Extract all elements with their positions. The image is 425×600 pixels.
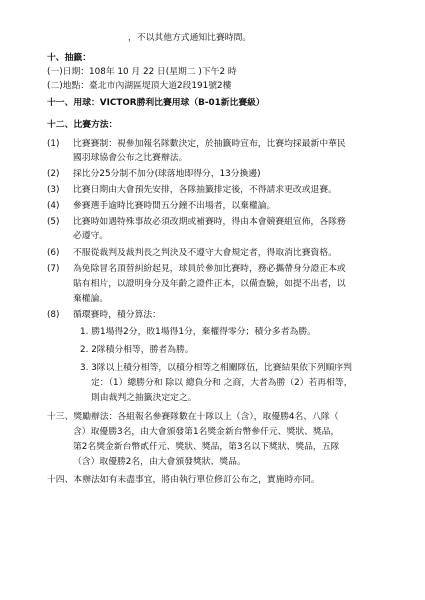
method-item-line: 參賽選手逾時比賽時間五分鐘不出場者，以棄權論。 (73, 201, 276, 211)
intro-line: ，不以其他方式通知比賽時間。 (128, 33, 252, 43)
method-item-number: (1) (47, 139, 60, 149)
method-item-line: 不服從裁判及裁判長之判決及不遵守大會規定者，得取消比賽資格。 (73, 248, 337, 258)
method-item-number: (7) (47, 264, 60, 274)
method-item-line: 為免除冒名頂替糾紛起見，球員於參加比賽時，務必攜帶身分證正本或 (73, 264, 346, 274)
scoring-rule-line: 定：（1）總勝分和 除以 總負分和 之商，大者為勝（2）若再相等， (91, 378, 353, 388)
scoring-rule-line: 2. 2隊積分相等，勝者為勝。 (80, 345, 194, 355)
awards-line: 第2名獎金新台幣貳仟元、獎狀、獎品，第3名以下獎狀、獎品，五隊 (73, 442, 340, 452)
awards-line: 含）取優勝3名，由大會頒發第1名獎金新台幣參仟元、獎狀、獎品， (73, 427, 340, 437)
method-item-line: 比賽日期由大會預先安排，各隊抽籤排定後，不得請求更改或退賽。 (73, 185, 337, 195)
method-item-line: 比賽賽制：視參加報名隊數決定，於抽籤時宣布，比賽均採最新中華民 (73, 139, 346, 149)
method-item-number: (6) (47, 248, 60, 258)
ball-heading: 十一、用球：VICTOR勝利比賽用球（B-01新比賽級） (47, 98, 265, 108)
method-item-number: (3) (47, 185, 60, 195)
scoring-rule-line: 3. 3隊以上積分相等，以積分相等之相關隊伍，比賽結果依下列順序判 (80, 363, 352, 373)
awards-line: 十三、獎勵辦法：各組報名參賽隊數在十隊以上（含），取優勝4名、八隊（ (47, 412, 339, 422)
draw-date: (一)日期：108年 10 月 22 日(星期二 )下午2 時 (47, 67, 237, 77)
scoring-rule-line: 1. 勝1場得2分，敗1場得1分，棄權得零分；積分多者為勝。 (80, 327, 316, 337)
method-item-line: 循環賽時，積分算法： (73, 310, 161, 320)
method-item-line: 棄權論。 (73, 294, 109, 304)
method-item-number: (5) (47, 217, 60, 227)
closing-line: 十四、本辦法如有未盡事宜，將由執行單位修訂公布之，實施時亦同。 (47, 475, 320, 485)
draw-heading: 十、抽籤： (47, 53, 91, 63)
draw-location: (二)地點：臺北市內湖區堤頂大道2段191號2樓 (47, 81, 232, 91)
method-item-line: 必遵守。 (73, 231, 109, 241)
method-item-number: (8) (47, 310, 60, 320)
scoring-rule-line: 則由裁判之抽籤決定定之。 (91, 393, 197, 403)
method-heading: 十二、比賽方法： (47, 120, 118, 130)
method-item-line: 比賽時如遇特殊事故必須改期或補賽時，得由本會競賽組宣佈，各隊務 (73, 217, 346, 227)
method-item-number: (4) (47, 201, 60, 211)
method-item-line: 貼有相片，以證明身分及年齡之證件正本，以備查驗，如提不出者，以 (73, 279, 346, 289)
method-item-line: 國羽球協會公布之比賽辦法。 (73, 153, 188, 163)
awards-line: （含）取優勝2名，由大會頒發獎狀、獎品。 (73, 457, 246, 467)
method-item-number: (2) (47, 169, 60, 179)
method-item-line: 採比分25分制不加分(球落地即得分，13分換邊) (73, 169, 261, 179)
